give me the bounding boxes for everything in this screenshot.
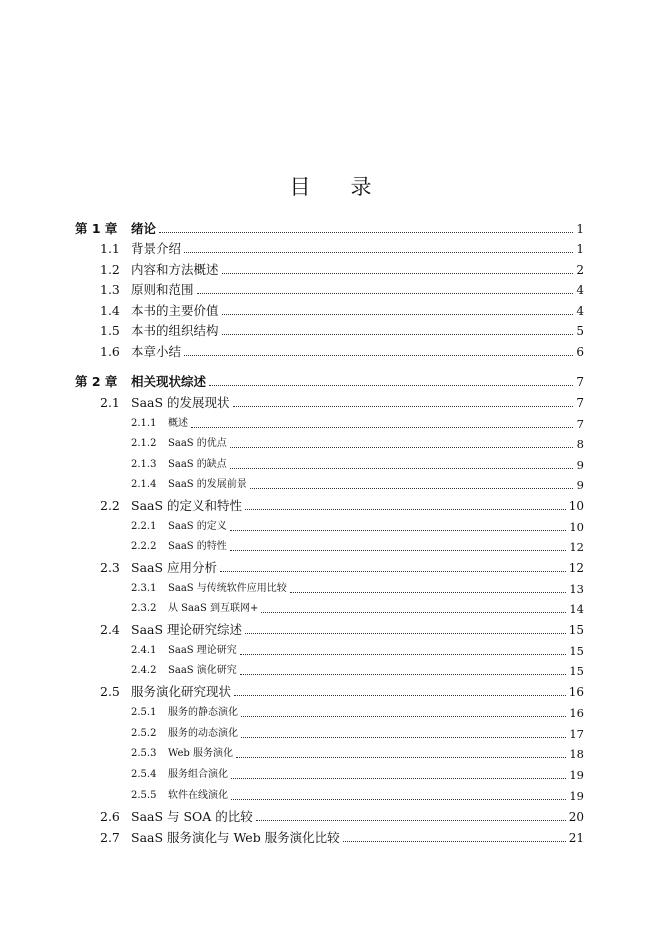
toc-dot-leader xyxy=(343,841,566,842)
toc-entry-number: 1.1 xyxy=(100,241,120,256)
toc-entry-page-number: 20 xyxy=(568,810,584,824)
toc-dot-leader xyxy=(222,314,573,315)
toc-entry-chapter[interactable] xyxy=(0,373,661,391)
toc-dot-leader xyxy=(250,488,573,489)
toc-entry-title: 服务的静态演化 xyxy=(168,707,238,718)
toc-entry-page-number: 1 xyxy=(576,222,584,236)
toc-dot-leader xyxy=(240,654,567,655)
toc-entry-section[interactable] xyxy=(0,302,661,320)
toc-entry-section[interactable] xyxy=(0,343,661,361)
toc-entry-subsection[interactable] xyxy=(0,580,661,598)
toc-entry-page-number: 5 xyxy=(576,324,584,338)
toc-entry-number: 2.1 xyxy=(100,395,120,410)
toc-entry-page-number: 15 xyxy=(569,644,584,658)
toc-entry-chapter[interactable] xyxy=(0,220,661,238)
toc-entry-title: SaaS 服务演化与 Web 服务演化比较 xyxy=(131,830,340,845)
toc-entry-title: Web 服务演化 xyxy=(168,748,233,759)
toc-entry-number: 2.3.2 xyxy=(131,603,157,614)
toc-entry-number: 2.1.2 xyxy=(131,438,157,449)
toc-entry-title: SaaS 与 SOA 的比较 xyxy=(131,809,253,824)
toc-title xyxy=(0,173,661,201)
toc-entry-number: 2.1.4 xyxy=(131,479,157,490)
toc-entry-page-number: 16 xyxy=(568,685,584,699)
toc-entry-title: 服务演化研究现状 xyxy=(131,684,232,699)
toc-entry-title: 本书的主要价值 xyxy=(131,303,219,318)
toc-entry-page-number: 21 xyxy=(568,831,584,845)
toc-entry-number: 2.5.2 xyxy=(131,728,157,739)
toc-entry-page-number: 12 xyxy=(568,561,584,575)
toc-dot-leader xyxy=(222,273,573,274)
toc-entry-number: 第 1 章 xyxy=(75,221,118,236)
toc-entry-number: 2.5.3 xyxy=(131,748,157,759)
toc-dot-leader xyxy=(230,530,567,531)
toc-entry-number: 2.3.1 xyxy=(131,583,157,594)
toc-entry-title: 本章小结 xyxy=(131,344,182,359)
toc-dot-leader xyxy=(240,674,567,675)
toc-entry-section[interactable] xyxy=(0,559,661,577)
toc-entry-title: SaaS 的定义和特性 xyxy=(131,498,243,513)
toc-entry-title: 原则和范围 xyxy=(131,282,194,297)
toc-entry-number: 2.2.1 xyxy=(131,521,157,532)
toc-entry-page-number: 19 xyxy=(569,768,584,782)
toc-dot-leader xyxy=(261,612,566,613)
toc-entry-page-number: 8 xyxy=(576,437,584,451)
toc-entry-number: 2.5 xyxy=(100,684,120,699)
toc-entry-subsection[interactable] xyxy=(0,745,661,763)
toc-entry-title: 内容和方法概述 xyxy=(131,262,219,277)
toc-title-char: 录 xyxy=(350,175,372,199)
toc-entry-subsection[interactable] xyxy=(0,662,661,680)
toc-entry-number: 2.4 xyxy=(100,622,120,637)
toc-dot-leader xyxy=(230,468,573,469)
toc-entry-title: SaaS 的特性 xyxy=(168,541,227,552)
toc-dot-leader xyxy=(231,778,566,779)
toc-entry-title: 服务的动态演化 xyxy=(168,728,238,739)
toc-entry-page-number: 10 xyxy=(569,520,584,534)
toc-dot-leader xyxy=(256,820,566,821)
toc-entry-number: 2.2 xyxy=(100,498,120,513)
toc-entry-page-number: 14 xyxy=(569,602,584,616)
toc-entry-page-number: 4 xyxy=(576,283,584,297)
toc-dot-leader xyxy=(231,799,566,800)
toc-entry-number: 2.2.2 xyxy=(131,541,157,552)
toc-entry-number: 1.5 xyxy=(100,323,120,338)
toc-entry-title: 概述 xyxy=(168,418,188,429)
toc-entry-title: SaaS 的发展前景 xyxy=(168,479,247,490)
toc-entry-page-number: 7 xyxy=(576,375,584,389)
toc-entry-subsection[interactable] xyxy=(0,725,661,743)
toc-entry-subsection[interactable] xyxy=(0,415,661,433)
toc-entry-section[interactable] xyxy=(0,322,661,340)
toc-entry-section[interactable] xyxy=(0,281,661,299)
toc-entry-subsection[interactable] xyxy=(0,435,661,453)
toc-entry-number: 2.5.4 xyxy=(131,769,157,780)
toc-dot-leader xyxy=(191,427,573,428)
toc-entry-number: 2.6 xyxy=(100,809,120,824)
toc-entry-page-number: 9 xyxy=(576,478,584,492)
toc-entry-subsection[interactable] xyxy=(0,476,661,494)
toc-entry-page-number: 2 xyxy=(576,263,584,277)
toc-entry-section[interactable] xyxy=(0,683,661,701)
toc-entry-page-number: 15 xyxy=(569,664,584,678)
toc-entry-number: 2.5.5 xyxy=(131,790,157,801)
toc-entry-number: 1.3 xyxy=(100,282,120,297)
toc-entry-number: 1.2 xyxy=(100,262,120,277)
toc-entry-title: SaaS 应用分析 xyxy=(131,560,218,575)
toc-entry-section[interactable] xyxy=(0,261,661,279)
toc-entry-page-number: 9 xyxy=(576,458,584,472)
toc-dot-leader xyxy=(197,293,573,294)
toc-entry-title: SaaS 与传统软件应用比较 xyxy=(168,583,287,594)
toc-title-char: 目 xyxy=(289,175,311,199)
toc-entry-title: SaaS 演化研究 xyxy=(168,665,237,676)
toc-entry-subsection[interactable] xyxy=(0,456,661,474)
toc-entry-subsection[interactable] xyxy=(0,538,661,556)
toc-entry-number: 1.4 xyxy=(100,303,120,318)
toc-entry-title: SaaS 的定义 xyxy=(168,521,227,532)
toc-entry-title: 本书的组织结构 xyxy=(131,323,219,338)
toc-dot-leader xyxy=(241,737,566,738)
toc-entry-section[interactable] xyxy=(0,808,661,826)
toc-entry-title: 软件在线演化 xyxy=(168,790,228,801)
toc-dot-leader xyxy=(230,550,567,551)
toc-entry-number: 2.1.3 xyxy=(131,459,157,470)
toc-entry-title: SaaS 理论研究 xyxy=(168,645,237,656)
toc-dot-leader xyxy=(245,633,566,634)
toc-dot-leader xyxy=(222,334,573,335)
toc-entry-subsection[interactable] xyxy=(0,642,661,660)
toc-entry-title: 从 SaaS 到互联网+ xyxy=(168,603,259,614)
toc-entry-subsection[interactable] xyxy=(0,518,661,536)
toc-entry-number: 第 2 章 xyxy=(75,374,118,389)
toc-entry-number: 2.7 xyxy=(100,830,120,845)
toc-entry-subsection[interactable] xyxy=(0,704,661,722)
toc-entry-page-number: 13 xyxy=(569,582,584,596)
toc-entry-title: SaaS 的缺点 xyxy=(168,459,227,470)
toc-entry-number: 1.6 xyxy=(100,344,120,359)
toc-dot-leader xyxy=(184,355,573,356)
toc-dot-leader xyxy=(233,406,573,407)
toc-dot-leader xyxy=(241,716,566,717)
toc-entry-subsection[interactable] xyxy=(0,600,661,618)
toc-dot-leader xyxy=(220,571,566,572)
toc-entry-title: 服务组合演化 xyxy=(168,769,228,780)
toc-entry-section[interactable] xyxy=(0,621,661,639)
toc-entry-subsection[interactable] xyxy=(0,787,661,805)
toc-dot-leader xyxy=(159,232,573,233)
toc-entry-number: 2.4.2 xyxy=(131,665,157,676)
toc-entry-title: SaaS 理论研究综述 xyxy=(131,622,243,637)
toc-entry-number: 2.3 xyxy=(100,560,120,575)
toc-entry-title: 背景介绍 xyxy=(131,241,182,256)
toc-entry-page-number: 1 xyxy=(576,242,584,256)
toc-dot-leader xyxy=(290,592,567,593)
toc-dot-leader xyxy=(230,447,573,448)
toc-entry-number: 2.4.1 xyxy=(131,645,157,656)
toc-entry-section[interactable] xyxy=(0,829,661,847)
toc-entry-page-number: 7 xyxy=(576,396,584,410)
toc-entry-page-number: 12 xyxy=(569,540,584,554)
toc-entry-page-number: 19 xyxy=(569,789,584,803)
toc-dot-leader xyxy=(245,509,566,510)
toc-entry-page-number: 17 xyxy=(569,727,584,741)
toc-entry-title: SaaS 的优点 xyxy=(168,438,227,449)
toc-entry-page-number: 16 xyxy=(569,706,584,720)
toc-entry-section[interactable] xyxy=(0,240,661,258)
toc-entry-title: 相关现状综述 xyxy=(131,374,207,389)
toc-entry-page-number: 10 xyxy=(568,499,584,513)
toc-entry-title: 绪论 xyxy=(131,221,157,236)
toc-entry-number: 2.1.1 xyxy=(131,418,157,429)
toc-entry-number: 2.5.1 xyxy=(131,707,157,718)
toc-entry-page-number: 6 xyxy=(576,345,584,359)
toc-entry-section[interactable] xyxy=(0,394,661,412)
toc-dot-leader xyxy=(236,757,566,758)
toc-entry-section[interactable] xyxy=(0,497,661,515)
toc-entry-page-number: 4 xyxy=(576,304,584,318)
toc-dot-leader xyxy=(184,252,573,253)
toc-dot-leader xyxy=(209,385,573,386)
toc-entry-title: SaaS 的发展现状 xyxy=(131,395,230,410)
toc-entry-subsection[interactable] xyxy=(0,766,661,784)
toc-entry-page-number: 7 xyxy=(576,417,584,431)
toc-entry-page-number: 15 xyxy=(568,623,584,637)
toc-dot-leader xyxy=(234,695,566,696)
toc-entry-page-number: 18 xyxy=(569,747,584,761)
